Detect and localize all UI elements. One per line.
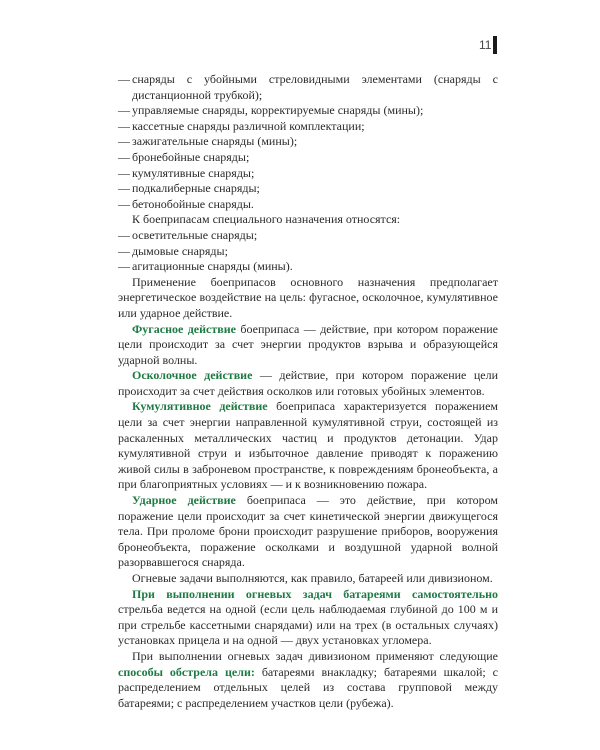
list-item-text: бетонобойные снаряды.	[132, 196, 254, 211]
list-item-text: кассетные снаряды различной комплектации;	[132, 118, 365, 133]
list-item: — снаряды с убойными стреловидными элементами (снаряды с дистанционной трубкой);	[118, 72, 498, 102]
list-item: — осветительные снаряды;	[118, 227, 258, 242]
division-intro: При выполнении огневых задач дивизионом применяют следующие	[132, 648, 498, 663]
term-fugas: Фугасное действие	[132, 321, 236, 336]
paragraph-udar	[118, 493, 498, 571]
term-battery: При выполнении огневых задач батареями самостоятельно	[132, 586, 498, 601]
list-item-text: кумулятивные снаряды;	[132, 165, 255, 180]
paragraph-kumul	[118, 399, 498, 493]
page-number: 11	[479, 38, 492, 52]
list-item: — дымовые снаряды;	[118, 243, 228, 258]
definition-battery: стрельба ведется на одной (если цель наблюдаемая глубиной до 100 м и при стрельбе кассетными снарядами) или на трех (в остальных случаях) установках прицела и на одной — двух установках угломера.	[118, 602, 498, 648]
definition-division: батареями внакладку; батареями шкалой; с распределением отдельных целей из состава групповой между батареями; с распределением участков цели (рубежа).	[118, 664, 498, 710]
definition-kumul: боеприпаса характеризуется поражением цели за счет энергии направленной кумулятивной струи, состоящей из раскаленных металлических частиц и продуктов детонации. Удар кумулятивной струи и избыточное давление приводят к поражению живой силы в заброневом пространстве, к повреждениям бронеобъекта, а при благоприятных условиях — и к возникновению пожара.	[118, 399, 498, 492]
list-item-text: осветительные снаряды;	[132, 227, 258, 242]
paragraph-main-purpose: Применение боеприпасов основного назначения предполагает энергетическое воздействие на цель: фугасное, осколочное, кумулятивное или ударное действие.	[118, 274, 498, 320]
paragraph-fugas	[118, 322, 498, 369]
list-item: — зажигательные снаряды (мины);	[118, 134, 298, 149]
list-item-text: дымовые снаряды;	[132, 243, 228, 258]
definition-udar: боеприпаса — это действие, при котором поражение цели происходит за счет кинетической энергии движущегося тела. При проломе брони происходит разрушение приборов, вооружения бронеобъекта, поражение осколками и воздушной ударной волной разорвавшегося снаряда.	[118, 493, 499, 570]
definition-oskol: — действие, при котором поражение цели происходит за счет действия осколков или готовых убойных элементов.	[118, 368, 498, 398]
term-oskol: Осколочное действие	[132, 368, 253, 383]
list-item-text: управляемые снаряды, корректируемые снаряды (мины);	[132, 103, 424, 118]
list-item: — кассетные снаряды различной комплектации;	[118, 118, 365, 133]
list-item: — агитационные снаряды (мины).	[118, 259, 293, 274]
page-number-bar	[493, 36, 497, 54]
paragraph-battery	[118, 587, 498, 649]
list-item: — кумулятивные снаряды;	[118, 165, 255, 180]
list-item: — управляемые снаряды, корректируемые снаряды (мины);	[118, 103, 424, 118]
list-item-text: зажигательные снаряды (мины);	[132, 134, 298, 149]
term-division: способы обстрела цели:	[118, 664, 255, 679]
list-item-text: бронебойные снаряды;	[132, 149, 250, 164]
special-heading: К боеприпасам специального назначения относятся:	[132, 212, 401, 227]
list-item-text: подкалиберные снаряды;	[132, 181, 260, 196]
list-item: — подкалиберные снаряды;	[118, 181, 260, 196]
definition-fugas: боеприпаса — действие, при котором поражение цели происходит за счет энергии продуктов взрыва и образующейся ударной волны.	[118, 321, 499, 367]
paragraph-division	[118, 649, 498, 711]
list-item: — бронебойные снаряды;	[118, 149, 250, 164]
page-content	[118, 72, 498, 711]
list-item: — бетонобойные снаряды.	[118, 196, 254, 211]
list-item-text: снаряды с убойными стреловидными элементами (снаряды с дистанционной трубкой);	[132, 72, 498, 102]
paragraph-fire-tasks: Огневые задачи выполняются, как правило, батареей или дивизионом.	[132, 571, 493, 585]
paragraph-oskol	[118, 368, 498, 399]
list-item-text: агитационные снаряды (мины).	[132, 259, 293, 274]
term-udar: Ударное действие	[132, 493, 236, 508]
term-kumul: Кумулятивное действие	[132, 399, 268, 414]
